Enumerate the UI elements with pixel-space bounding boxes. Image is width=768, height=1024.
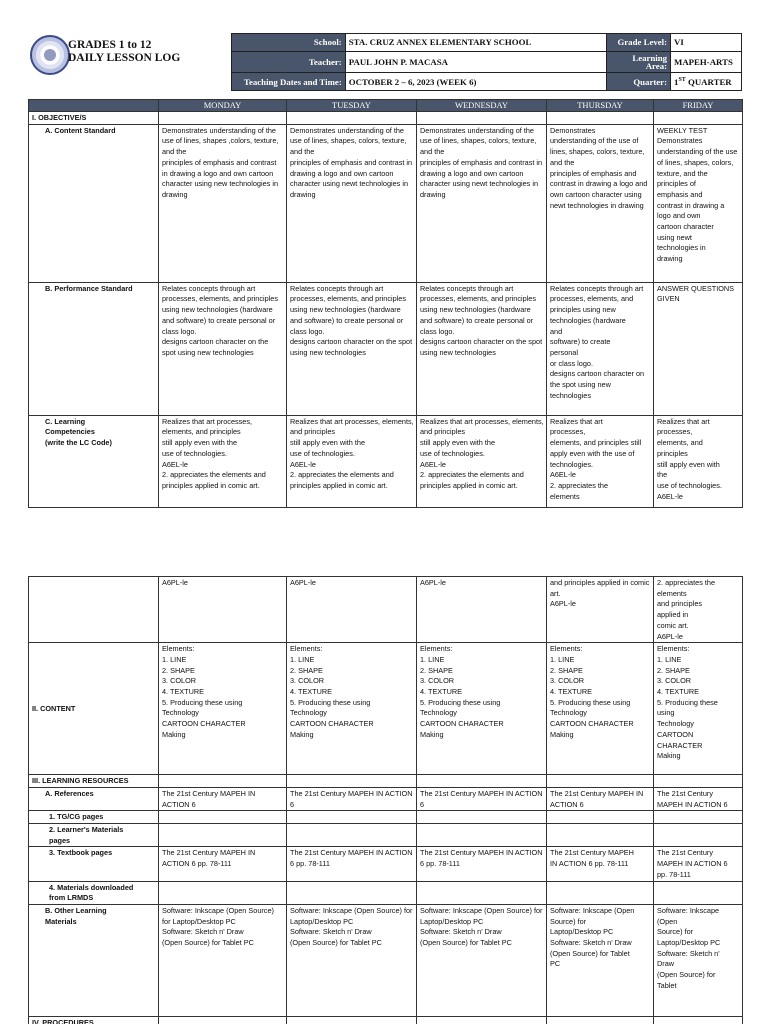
school-value: STA. CRUZ ANNEX ELEMENTARY SCHOOL (345, 34, 606, 52)
procedures-heading: IV. PROCEDURES (29, 1016, 159, 1024)
other-materials-cell: Software: Inkscape (Open Source) for Laptop/Desktop PC Software: Sketch n' Draw (Open Source) for Tablet PC (417, 904, 547, 1016)
performance-standard-cell: ANSWER QUESTIONS GIVEN (654, 282, 743, 415)
content-standard-label: A. Content Standard (29, 124, 159, 282)
references-cell: The 21st Century MAPEH IN ACTION 6 (417, 787, 547, 810)
table-cell (654, 881, 743, 904)
performance-standard-cell: Relates concepts through art processes, elements, and principles using new technologies (hardware and software) to create personal or class logo. designs cartoon character on the spot using new technologies (547, 282, 654, 415)
table-cell (417, 775, 547, 788)
day-header: MONDAY (159, 100, 287, 112)
table-cell (159, 1016, 287, 1024)
textbook-pages-label: 3. Textbook pages (29, 847, 159, 881)
learning-competency-cell: Realizes that art processes, elements, and principles still apply even with the use of technologies. A6EL-le 2. appreciates the elements (547, 415, 654, 507)
textbook-cell: The 21st Century MAPEH IN ACTION 6 pp. 78-111 (417, 847, 547, 881)
other-materials-cell: Software: Inkscape (Open Source) for Laptop/Desktop PC Software: Sketch n' Draw (Open Source) for Tablet PC (547, 904, 654, 1016)
other-materials-cell: Software: Inkscape (Open Source) for Laptop/Desktop PC Software: Sketch n' Draw (Open Source) for Tablet PC (287, 904, 417, 1016)
content-cell: Elements: 1. LINE 2. SHAPE 3. COLOR 4. TEXTURE 5. Producing these using Technology CARTOON CHARACTER Making (547, 643, 654, 775)
teacher-value: PAUL JOHN P. MACASA (345, 51, 606, 72)
objectives-table (28, 99, 743, 508)
corner-header-cell (29, 100, 159, 112)
table-cell (29, 577, 159, 643)
performance-standard-cell: Relates concepts through art processes, elements, and principles using new technologies (hardware and software) to create personal or class logo. designs cartoon character on the spot using new technologies (159, 282, 287, 415)
learning-competency-cell: Realizes that art processes, elements, and principles still apply even with the use of technologies. A6EL-le 2. appreciates the elements and principles applied in comic art. (287, 415, 417, 507)
table-cell (654, 775, 743, 788)
table-cell (417, 881, 547, 904)
textbook-cell: The 21st Century MAPEH IN ACTION 6 pp. 78-111 (547, 847, 654, 881)
quarter-value (671, 73, 742, 91)
content-label: II. CONTENT (29, 643, 159, 775)
day-header: THURSDAY (547, 100, 654, 112)
grade-label: Grade Level: (607, 34, 671, 52)
references-cell: The 21st Century MAPEH IN ACTION 6 (654, 787, 743, 810)
learning-competency-cell: A6PL-le (417, 577, 547, 643)
content-standard-cell: Demonstrates understanding of the use of lines, shapes, colors, texture, and the principles of emphasis and contrast in drawing a logo and own cartoon character using newt technologies in drawing (287, 124, 417, 282)
lesson-log-header (28, 33, 742, 91)
references-cell: The 21st Century MAPEH IN ACTION 6 (159, 787, 287, 810)
document-title (68, 39, 180, 65)
deped-seal-icon (30, 35, 70, 75)
table-cell (159, 112, 287, 125)
day-header: WEDNESDAY (417, 100, 547, 112)
learning-resources-heading: III. LEARNING RESOURCES (29, 775, 159, 788)
table-cell (654, 811, 743, 824)
content-standard-cell: Demonstrates understanding of the use of lines, shapes ,colors, texture, and the principles of emphasis and contrast in drawing a logo and own cartoon character using new technologies in drawing (159, 124, 287, 282)
table-cell (159, 881, 287, 904)
teacher-label: Teacher: (232, 51, 346, 72)
learning-competency-cell: A6PL-le (159, 577, 287, 643)
table-cell (547, 824, 654, 847)
table-cell (417, 824, 547, 847)
dates-label: Teaching Dates and Time: (232, 73, 346, 91)
table-cell (287, 1016, 417, 1024)
learners-materials-label: 2. Learner's Materials pages (29, 824, 159, 847)
table-cell (417, 112, 547, 125)
learning-competency-cell: and principles applied in comic art. A6PL-le (547, 577, 654, 643)
table-cell (417, 811, 547, 824)
other-materials-cell: Software: Inkscape (Open Source) for Laptop/Desktop PC Software: Sketch n' Draw (Open Source) for Tablet (654, 904, 743, 1016)
references-label: A. References (29, 787, 159, 810)
school-label: School: (232, 34, 346, 52)
table-cell (654, 1016, 743, 1024)
learning-competency-cell: Realizes that art processes, elements, and principles still apply even with the use of technologies. A6EL-le 2. appreciates the elements and principles applied in comic art. (159, 415, 287, 507)
objectives-heading: I. OBJECTIVE/S (29, 112, 159, 125)
table-cell (654, 112, 743, 125)
quarter-number: 1 (674, 76, 679, 87)
area-label: Learning Area: (607, 51, 671, 72)
table-cell (547, 881, 654, 904)
quarter-word: QUARTER (685, 76, 732, 87)
performance-standard-label: B. Performance Standard (29, 282, 159, 415)
performance-standard-cell: Relates concepts through art processes, elements, and principles using new technologies (hardware and software) to create personal or class logo. designs cartoon character on the spot using new technologies (287, 282, 417, 415)
table-cell (287, 824, 417, 847)
table-cell (287, 775, 417, 788)
day-header: FRIDAY (654, 100, 743, 112)
references-cell: The 21st Century MAPEH IN ACTION 6 (287, 787, 417, 810)
table-cell (159, 811, 287, 824)
other-materials-cell: Software: Inkscape (Open Source) for Laptop/Desktop PC Software: Sketch n' Draw (Open Source) for Tablet PC (159, 904, 287, 1016)
performance-standard-cell: Relates concepts through art processes, elements, and principles using new technologies (hardware and software) to create personal or class logo. designs cartoon character on the spot using new technologies (417, 282, 547, 415)
table-cell (159, 824, 287, 847)
content-resources-table (28, 576, 743, 1024)
textbook-cell: The 21st Century MAPEH IN ACTION 6 pp. 78-111 (159, 847, 287, 881)
grade-value: VI (671, 34, 742, 52)
day-header: TUESDAY (287, 100, 417, 112)
title-line-2: DAILY LESSON LOG (68, 52, 181, 64)
content-cell: Elements: 1. LINE 2. SHAPE 3. COLOR 4. TEXTURE 5. Producing these using Technology CARTOON CHARACTER Making (654, 643, 743, 775)
table-cell (547, 811, 654, 824)
textbook-cell: The 21st Century MAPEH IN ACTION 6 pp. 78-111 (287, 847, 417, 881)
learning-competency-cell: Realizes that art processes, elements, and principles still apply even with the use of technologies. A6EL-le (654, 415, 743, 507)
content-cell: Elements: 1. LINE 2. SHAPE 3. COLOR 4. TEXTURE 5. Producing these using Technology CARTOON CHARACTER Making (159, 643, 287, 775)
content-standard-cell: Demonstrates understanding of the use of lines, shapes, colors, texture, and the principles of emphasis and contrast in drawing a logo and own cartoon character using newt technologies in drawing (547, 124, 654, 282)
table-cell (547, 775, 654, 788)
table-cell (547, 1016, 654, 1024)
area-value: MAPEH-ARTS (671, 51, 742, 72)
table-cell (287, 112, 417, 125)
content-cell: Elements: 1. LINE 2. SHAPE 3. COLOR 4. TEXTURE 5. Producing these using Technology CARTOON CHARACTER Making (417, 643, 547, 775)
table-cell (287, 811, 417, 824)
table-cell (159, 775, 287, 788)
table-cell (654, 824, 743, 847)
learning-competencies-label: C. Learning Competencies (write the LC Code) (29, 415, 159, 507)
dates-value: OCTOBER 2 – 6, 2023 (WEEK 6) (345, 73, 606, 91)
content-standard-cell: WEEKLY TEST Demonstrates understanding of the use of lines, shapes, colors, texture, and the principles of emphasis and contrast in drawing a logo and own cartoon character using newt technologies in drawing (654, 124, 743, 282)
lrmds-materials-label: 4. Materials downloaded from LRMDS (29, 881, 159, 904)
header-info-table (231, 33, 742, 91)
title-line-1: GRADES 1 to 12 (68, 39, 152, 51)
table-cell (417, 1016, 547, 1024)
textbook-cell: The 21st Century MAPEH IN ACTION 6 pp. 78-111 (654, 847, 743, 881)
content-cell: Elements: 1. LINE 2. SHAPE 3. COLOR 4. TEXTURE 5. Producing these using Technology CARTOON CHARACTER Making (287, 643, 417, 775)
tg-pages-label: 1. TG/CG pages (29, 811, 159, 824)
learning-competency-cell: Realizes that art processes, elements, and principles still apply even with the use of technologies. A6EL-le 2. appreciates the elements and principles applied in comic art. (417, 415, 547, 507)
table-cell (287, 881, 417, 904)
quarter-suffix: ST (678, 76, 686, 83)
references-cell: The 21st Century MAPEH IN ACTION 6 (547, 787, 654, 810)
table-cell (547, 112, 654, 125)
other-materials-label: B. Other Learning Materials (29, 904, 159, 1016)
quarter-label: Quarter: (607, 73, 671, 91)
learning-competency-cell: A6PL-le (287, 577, 417, 643)
learning-competency-cell: 2. appreciates the elements and principles applied in comic art. A6PL-le (654, 577, 743, 643)
content-standard-cell: Demonstrates understanding of the use of lines, shapes, colors, texture, and the principles of emphasis and contrast in drawing a logo and own cartoon character using newt technologies in drawing (417, 124, 547, 282)
